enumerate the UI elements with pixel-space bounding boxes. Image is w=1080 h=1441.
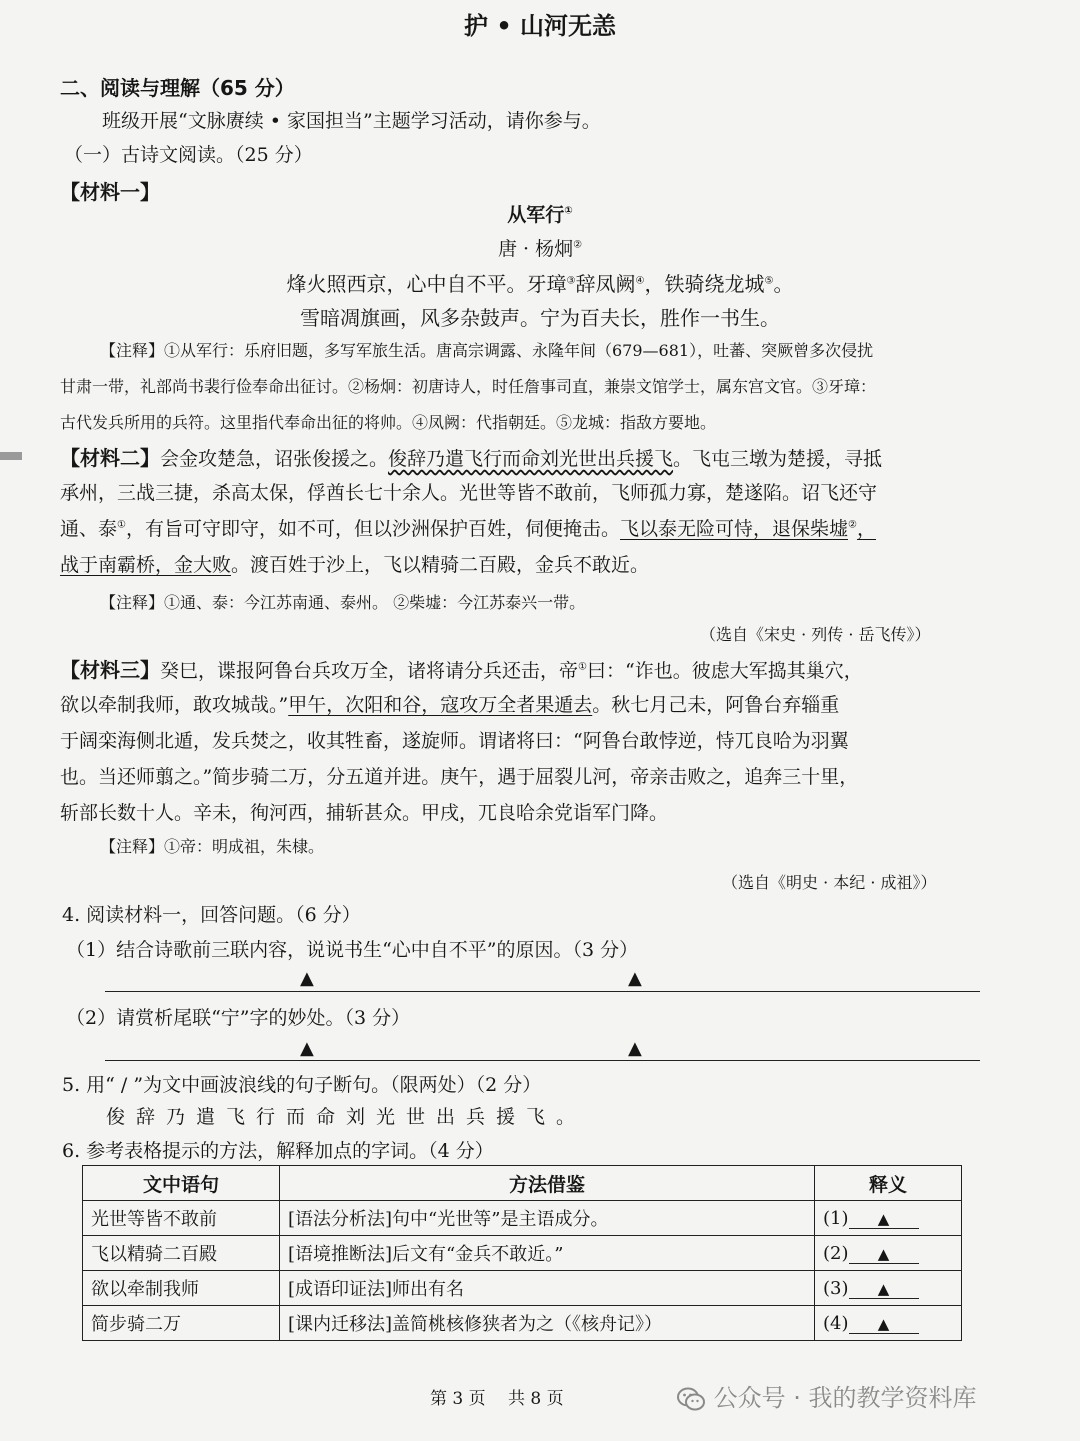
table-cell-sentence: 飞以精骑二百殿: [83, 1236, 280, 1271]
table-cell-answer[interactable]: (3) ▲: [815, 1271, 962, 1306]
poem-author: 唐 · 杨炯②: [497, 238, 583, 260]
material3-line-1: 【材料三】癸巳，谍报阿鲁台兵攻万全，诸将请分兵还击，帝①曰：“诈也。彼虑大军捣其巢穴，: [60, 658, 863, 682]
material2-label: 【材料二】: [60, 446, 160, 470]
material2-line-2: 承州，三战三捷，杀高太保，俘酋长七十余人。光世等皆不敢前，飞师孤力寡，楚遂陷。诏飞还守: [60, 482, 878, 504]
material3-line-5: 斩部长数十人。辛未，徇河西，捕斩甚众。甲戌，兀良哈余党诣军门降。: [60, 802, 669, 824]
question-4-2: （2）请赏析尾联“宁”字的妙处。（3 分）: [66, 1007, 411, 1029]
material3-source: （选自《明史 · 本纪 · 成祖》）: [722, 873, 937, 892]
material3-label: 【材料三】: [60, 658, 160, 682]
underlined-sentence: 飞以泰无险可恃，退保柴墟: [620, 518, 849, 540]
material2-note: 【注释】①通、泰：今江苏南通、泰州。 ②柴墟：今江苏泰兴一带。: [100, 593, 586, 612]
material3-line-4: 也。当还师翦之。”简步骑二万，分五道并进。庚午，遇于屈裂儿河，帝亲击败之，追奔三十里，: [60, 766, 859, 788]
wechat-icon: [676, 1386, 706, 1412]
material2-line-1: 【材料二】会金攻楚急，诏张俊援之。俊辞乃遣飞行而命刘光世出兵援飞。飞屯三墩为楚援，寻抵: [60, 446, 883, 470]
underlined-sentence: 甲午，次阳和谷，寇攻万全者果遁去: [288, 694, 593, 716]
table-cell-sentence: 光世等皆不敢前: [83, 1201, 280, 1236]
table-cell-answer[interactable]: (2) ▲: [815, 1236, 962, 1271]
answer-line[interactable]: [105, 1060, 980, 1061]
material1-note-3: 古代发兵所用的兵符。这里指代奉命出征的将帅。④凤阙：代指朝廷。⑤龙城：指敌方要地。: [60, 413, 717, 432]
question-5-sentence: 俊辞乃遣飞行而命刘光世出兵援飞。: [106, 1106, 587, 1128]
table-cell-method: [语法分析法]句中“光世等”是主语成分。: [280, 1201, 815, 1236]
question-6: 6. 参考表格提示的方法，解释加点的字词。（4 分）: [62, 1140, 494, 1162]
section-heading: 二、阅读与理解（65 分）: [60, 76, 295, 100]
table-cell-method: [语境推断法]后文有“金兵不敢近。”: [280, 1236, 815, 1271]
material2-line-3: 通、泰①，有旨可守即守，如不可，但以沙洲保护百姓，伺便掩击。飞以泰无险可恃，退保柴墟②，: [60, 518, 876, 540]
material1-label: 【材料一】: [60, 180, 160, 204]
material1-note-2: 甘肃一带，礼部尚书裴行俭奉命出征讨。②杨炯：初唐诗人，时任詹事司直，兼崇文馆学士，属东宫文官。③牙璋：: [60, 377, 877, 396]
table-header-method: 方法借鉴: [280, 1166, 815, 1201]
table-cell-method: [成语印证法]师出有名: [280, 1271, 815, 1306]
table-cell-answer[interactable]: (1) ▲: [815, 1201, 962, 1236]
table-cell-sentence: 简步骑二万: [83, 1306, 280, 1341]
answer-table: [82, 1165, 962, 1341]
material3-note: 【注释】①帝：明成祖，朱棣。: [100, 837, 325, 856]
material2-source: （选自《宋史 · 列传 · 岳飞传》）: [700, 625, 931, 644]
answer-marker: ▲: [300, 968, 314, 989]
wavy-sentence: 俊辞乃遣飞行而命刘光世出兵援飞: [388, 448, 674, 470]
table-header-sentence: 文中语句: [83, 1166, 280, 1201]
table-cell-answer[interactable]: (4) ▲: [815, 1306, 962, 1341]
question-4-1: （1）结合诗歌前三联内容，说说书生“心中自不平”的原因。（3 分）: [66, 939, 639, 961]
part-heading: （一）古诗文阅读。（25 分）: [64, 144, 313, 166]
material1-note-1: 【注释】①从军行：乐府旧题，多写军旅生活。唐高宗调露、永隆年间（679—681），吐蕃、突厥曾多次侵扰: [100, 341, 874, 360]
poem-line-2: 雪暗凋旗画，风多杂鼓声。宁为百夫长，胜作一书生。: [300, 306, 780, 330]
page-footer: 第 3 页 共 8 页: [430, 1389, 564, 1409]
section-intro: 班级开展“文脉赓续 • 家国担当”主题学习活动，请你参与。: [102, 110, 601, 132]
poem-title: 从军行①: [507, 204, 573, 226]
page-header: 护 • 山河无恙: [463, 12, 617, 40]
table-row: [83, 1236, 962, 1271]
table-row: [83, 1271, 962, 1306]
material2-line-4: 战于南霸桥，金大败。渡百姓于沙上，飞以精骑二百殿，金兵不敢近。: [60, 554, 650, 576]
question-4: 4. 阅读材料一，回答问题。（6 分）: [62, 904, 361, 926]
watermark: 公众号 · 我的教学资料库: [676, 1378, 977, 1413]
table-cell-sentence: 欲以牵制我师: [83, 1271, 280, 1306]
material3-line-3: 于阔栾海侧北遁，发兵焚之，收其牲畜，遂旋师。谓诸将曰：“阿鲁台敢悖逆，恃兀良哈为羽翼: [60, 730, 849, 752]
underlined-sentence: 战于南霸桥，金大败: [60, 554, 232, 576]
table-cell-method: [课内迁移法]盖简桃核修狭者为之（《核舟记》）: [280, 1306, 815, 1341]
material3-line-2: 欲以牵制我师，敢攻城哉。”甲午，次阳和谷，寇攻万全者果遁去。秋七月己未，阿鲁台弃辎重: [60, 694, 840, 716]
table-row: [83, 1201, 962, 1236]
answer-line[interactable]: [105, 991, 980, 992]
edge-mark: [0, 452, 22, 460]
answer-marker: ▲: [628, 1038, 642, 1059]
answer-marker: ▲: [300, 1038, 314, 1059]
question-5: 5. 用“ / ”为文中画波浪线的句子断句。（限两处）（2 分）: [62, 1074, 542, 1096]
poem-line-1: 烽火照西京，心中自不平。牙璋③辞凤阙④，铁骑绕龙城⑤。: [286, 272, 794, 296]
table-header-meaning: 释义: [815, 1166, 962, 1201]
table-row: [83, 1306, 962, 1341]
answer-marker: ▲: [628, 968, 642, 989]
